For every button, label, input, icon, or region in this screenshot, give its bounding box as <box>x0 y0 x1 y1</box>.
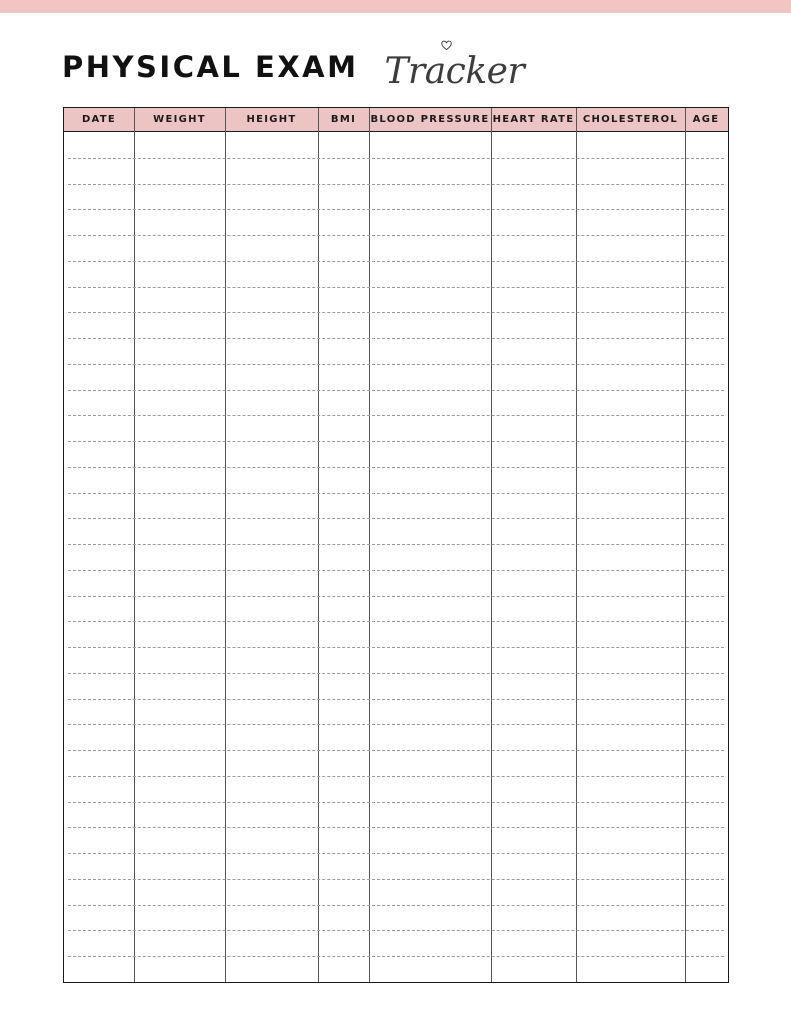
table-row-rule <box>68 930 724 931</box>
title-script: Tracker <box>384 51 525 92</box>
table-row-rule <box>68 544 724 545</box>
table-row-rule <box>68 415 724 416</box>
table-row-rule <box>68 184 724 185</box>
table-row-rule <box>68 596 724 597</box>
table-row-rule <box>68 261 724 262</box>
table-row-rule <box>68 621 724 622</box>
table-row-rule <box>68 287 724 288</box>
header-bmi: BMI <box>330 113 357 125</box>
page-title <box>62 38 525 92</box>
table-row-rule <box>68 364 724 365</box>
header-height: HEIGHT <box>246 113 297 125</box>
header-cholesterol: CHOLESTEROL <box>582 113 679 125</box>
table-row-rule <box>68 724 724 725</box>
header-blood-pressure: BLOOD PRESSURE <box>370 113 490 125</box>
table-row-rule <box>68 518 724 519</box>
table-row-rule <box>68 570 724 571</box>
table-row-rule <box>68 441 724 442</box>
title-main: PHYSICAL EXAM <box>62 50 359 84</box>
table-row-rule <box>68 956 724 957</box>
table-row-rule <box>68 776 724 777</box>
table-row-rule <box>68 827 724 828</box>
top-accent-band <box>0 0 791 13</box>
table-row-rule <box>68 312 724 313</box>
tracker-table <box>63 107 729 983</box>
table-row-rule <box>68 905 724 906</box>
table-row-rule <box>68 802 724 803</box>
table-row-rule <box>68 390 724 391</box>
header-heart-rate: HEART RATE <box>492 113 575 125</box>
header-age: AGE <box>692 113 720 125</box>
table-row-rule <box>68 879 724 880</box>
heart-icon <box>441 40 452 51</box>
table-row-rule <box>68 338 724 339</box>
table-row-rule <box>68 673 724 674</box>
table-row-rule <box>68 699 724 700</box>
table-row-rule <box>68 467 724 468</box>
table-row-rule <box>68 750 724 751</box>
table-row-rule <box>68 158 724 159</box>
table-row-rule <box>68 493 724 494</box>
table-row-rule <box>68 647 724 648</box>
table-row-rule <box>68 235 724 236</box>
header-date: DATE <box>81 113 117 125</box>
table-row-rule <box>68 209 724 210</box>
table-header <box>64 108 728 132</box>
header-weight: WEIGHT <box>153 113 206 125</box>
table-row-rule <box>68 853 724 854</box>
